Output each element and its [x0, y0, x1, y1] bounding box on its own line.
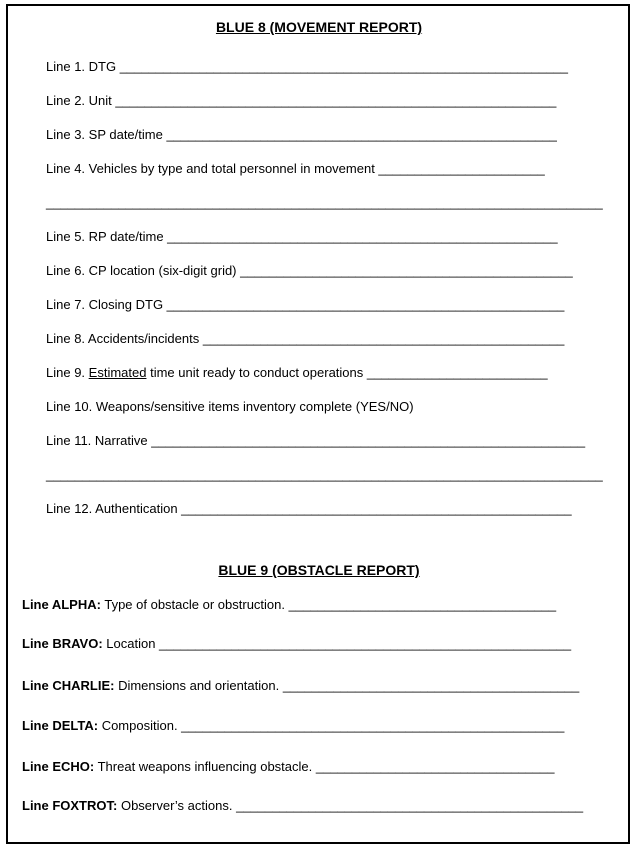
delta-field: Composition. _____________________________________________________ — [98, 718, 565, 733]
blue8-line-7[interactable]: Line 7. Closing DTG _______________________________________________________ — [46, 297, 565, 312]
blue9-line-alpha[interactable] — [22, 597, 556, 613]
blue8-line-2[interactable]: Line 2. Unit _____________________________________________________________ — [46, 93, 557, 108]
blue9-line-bravo[interactable] — [22, 636, 571, 652]
alpha-field: Type of obstacle or obstruction. _____________________________________ — [100, 597, 557, 612]
line-9-prefix: Line 9. — [46, 365, 89, 380]
blue8-line-8[interactable]: Line 8. Accidents/incidents __________________________________________________ — [46, 331, 565, 346]
estimated-underlined: Estimated — [88, 365, 147, 380]
line-9-rest: time unit ready to conduct operations _________________________ — [146, 365, 548, 380]
blue8-line-10[interactable]: Line 10. Weapons/sensitive items inventory complete (YES/NO) — [46, 399, 414, 414]
alpha-label: Line ALPHA: — [22, 597, 101, 612]
blue8-line-4-continued[interactable]: _____________________________________________________________________________ — [46, 195, 603, 210]
blue9-line-echo[interactable] — [22, 759, 554, 775]
bravo-field: Location _________________________________________________________ — [102, 636, 572, 651]
blue8-line-12[interactable]: Line 12. Authentication ______________________________________________________ — [46, 501, 572, 516]
blue9-line-charlie[interactable] — [22, 678, 579, 694]
blue9-line-foxtrot[interactable] — [22, 798, 583, 814]
blue8-title: BLUE 8 (MOVEMENT REPORT) — [215, 19, 423, 35]
blue9-line-delta[interactable] — [22, 718, 564, 734]
blue8-line-4[interactable]: Line 4. Vehicles by type and total personnel in movement _______________________ — [46, 161, 545, 176]
foxtrot-field: Observer’s actions. ________________________________________________ — [117, 798, 584, 813]
echo-label: Line ECHO: — [22, 759, 95, 774]
charlie-field: Dimensions and orientation. _________________________________________ — [114, 678, 580, 693]
blue8-line-11-continued[interactable]: _____________________________________________________________________________ — [46, 467, 603, 482]
blue8-line-1[interactable]: Line 1. DTG ______________________________________________________________ — [46, 59, 568, 74]
blue8-line-6[interactable]: Line 6. CP location (six-digit grid) ______________________________________________ — [46, 263, 573, 278]
blue9-title: BLUE 9 (OBSTACLE REPORT) — [218, 562, 420, 578]
blue8-line-5[interactable]: Line 5. RP date/time ______________________________________________________ — [46, 229, 558, 244]
delta-label: Line DELTA: — [22, 718, 99, 733]
blue8-line-3[interactable]: Line 3. SP date/time ______________________________________________________ — [46, 127, 557, 142]
foxtrot-label: Line FOXTROT: — [22, 798, 118, 813]
charlie-label: Line CHARLIE: — [22, 678, 115, 693]
blue8-line-11[interactable]: Line 11. Narrative ____________________________________________________________ — [46, 433, 586, 448]
bravo-label: Line BRAVO: — [22, 636, 103, 651]
echo-field: Threat weapons influencing obstacle. _________________________________ — [94, 759, 555, 774]
blue8-line-9[interactable] — [46, 365, 548, 381]
